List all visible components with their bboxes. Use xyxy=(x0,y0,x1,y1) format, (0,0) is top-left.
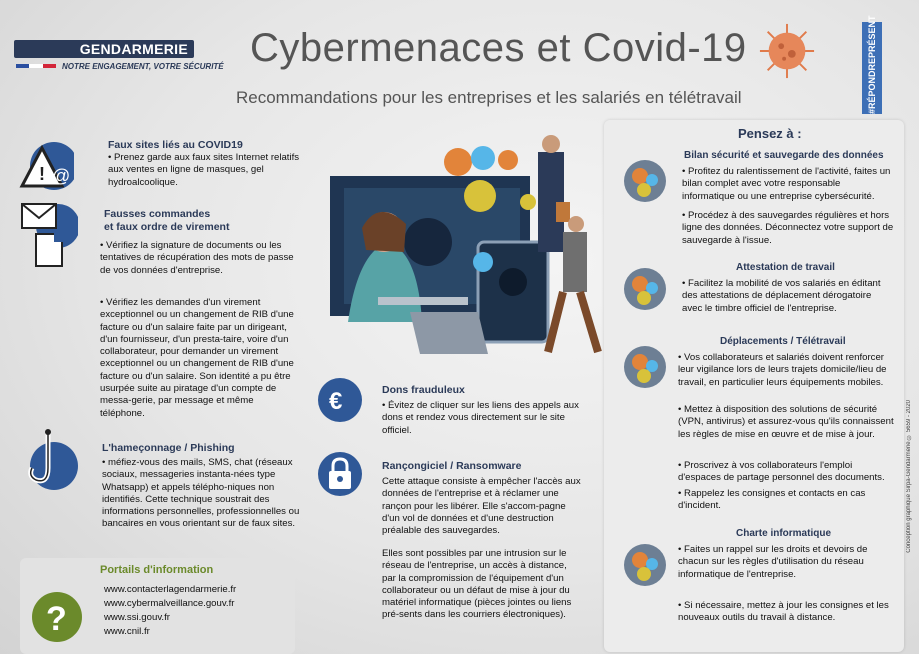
page-subtitle: Recommandations pour les entreprises et les salariés en télétravail xyxy=(236,88,742,107)
attestation-heading: Attestation de travail xyxy=(736,262,835,273)
svg-text:?: ? xyxy=(46,600,67,638)
euro-icon xyxy=(318,378,362,422)
deplacements-text-1: • Vos collaborateurs et salariés doivent renforcer leur vigilance lors de leurs trajets domicile/lieu de travail, en particulier leurs équipements mobiles. xyxy=(678,352,887,388)
fausses-commandes-heading-1: Fausses commandes xyxy=(104,208,211,220)
charte-text-2: • Si nécessaire, mettez à jour les consignes et les nouveaux outils du travail à distance. xyxy=(678,600,889,624)
portail-link[interactable]: www.contacterlagendarmerie.fr xyxy=(104,584,237,595)
gendarmerie-logo: GENDARMERIE xyxy=(79,41,188,57)
rancon-text-1: Cette attaque consiste à empêcher l'accès aux données de l'entreprise et à réclamer une rançon pour les libérer. Elle s'accom-pagne d'un vol de données et d'une destruction préalable des sauvegardes. xyxy=(382,476,581,537)
credits: Conception graphique Sirpa-Gendarmerie © 5659 - 2020 xyxy=(906,400,912,553)
page-title: Cybermenaces et Covid-19 xyxy=(250,26,747,70)
padlock-icon xyxy=(318,452,362,496)
panel-title: Pensez à : xyxy=(738,126,802,141)
svg-text:€: € xyxy=(329,388,343,415)
fausses-commandes-text-1: • Vérifiez la signature de documents ou les tentatives de récupération des mots de passe de vos données d'entreprise. xyxy=(100,240,294,276)
gears-icon xyxy=(624,544,666,586)
fake-site-warning-icon xyxy=(18,140,74,192)
bilan-text-1: • Profitez du ralentissement de l'activité, faites un bilan complet avec votre responsable informatique ou une entreprise cybersécurité. xyxy=(682,166,891,202)
deplacements-text-3: • Proscrivez à vos collaborateurs l'emploi d'espaces de partage personnel des documents. xyxy=(678,460,885,484)
charte-heading: Charte informatique xyxy=(736,528,832,539)
deplacements-heading: Déplacements / Télétravail xyxy=(720,336,846,347)
phishing-text: • méfiez-vous des mails, SMS, chat (réseaux sociaux, messageries instanta-nées type Whatsapp) et appels télépho-niques non identifiés. Cette technique soustrait des informations personnelles, professionnelles ou bancaires en vous orientant sur de faux sites. xyxy=(102,457,300,530)
fausses-commandes-heading-2: et faux ordre de virement xyxy=(104,221,230,233)
portail-link[interactable]: www.ssi.gouv.fr xyxy=(104,612,170,623)
portail-link[interactable]: www.cnil.fr xyxy=(104,626,150,637)
deplacements-text-4: • Rappelez les consignes et contacts en cas d'incident. xyxy=(678,488,866,512)
hashtag-banner: #RÉPONDREPRÉSENT xyxy=(862,22,882,114)
virus-icon xyxy=(758,22,816,80)
rancon-heading: Rançongiciel / Ransomware xyxy=(382,460,522,472)
gears-icon xyxy=(624,160,666,202)
bilan-text-2: • Procédez à des sauvegardes régulières et hors ligne des données. Déconnectez votre support de sauvegarde à l'issue. xyxy=(682,210,894,246)
tagline: NOTRE ENGAGEMENT, VOTRE SÉCURITÉ xyxy=(62,62,224,71)
faux-sites-text: • Prenez garde aux faux sites Internet relatifs aux ventes en ligne de masques, gel hydroalcoolique. xyxy=(108,152,300,188)
portails-heading: Portails d'information xyxy=(100,564,214,576)
portail-link[interactable]: www.cybermalveillance.gouv.fr xyxy=(104,598,235,609)
svg-text:!: ! xyxy=(39,164,45,184)
teleworker-illustration xyxy=(318,132,608,372)
faux-sites-heading: Faux sites liés au COVID19 xyxy=(108,139,243,151)
fausses-commandes-text-2: • Vérifiez les demandes d'un virement exceptionnel ou un changement de RIB d'une facture ou d'un salaire faite par un dirigeant, d'un fournisseur, d'un presta-taire, voire d'un collaborateur, pour demander un virement exceptionnel ou un changement de RIB d'une facture ou d'un salaire. Son identité a pu être usurpée suite au piratage d'un compte de messa-gerie, par message et même téléphone. xyxy=(100,297,294,419)
deplacements-text-2: • Mettez à disposition des solutions de sécurité (VPN, antivirus) et assurez-vous qu'ils connaissent les règles de mise en œuvre et de mise à jour. xyxy=(678,404,894,440)
question-mark-icon xyxy=(32,592,82,642)
fishing-hook-icon xyxy=(22,428,78,492)
bilan-heading: Bilan sécurité et sauvegarde des données xyxy=(684,150,884,161)
phishing-heading: L'hameçonnage / Phishing xyxy=(102,442,235,454)
gears-icon xyxy=(624,268,666,310)
attestation-text: • Facilitez la mobilité de vos salariés en éditant des attestations de déplacement dérogatoire avec le timbre officiel de l'entreprise. xyxy=(682,278,881,314)
gears-icon xyxy=(624,346,666,388)
dons-text: • Évitez de cliquer sur les liens des appels aux dons et rendez vous directement sur le site officiel. xyxy=(382,400,579,436)
dons-heading: Dons frauduleux xyxy=(382,384,465,396)
document-envelope-icon xyxy=(18,200,78,270)
svg-text:@: @ xyxy=(52,166,71,186)
flag-icon xyxy=(16,64,56,68)
rancon-text-2: Elles sont possibles par une intrusion sur le réseau de l'entreprise, un accès à distance, par la compromission de l'équipement d'un collaborateur ou un défaut de mise à jour du matériel informatique (pièces jointes ou liens pré-sents dans les courriers électroniques). xyxy=(382,548,572,621)
charte-text-1: • Faites un rappel sur les droits et devoirs de chacun sur les règles d'utilisation du réseau informatique de l'entreprise. xyxy=(678,544,868,580)
